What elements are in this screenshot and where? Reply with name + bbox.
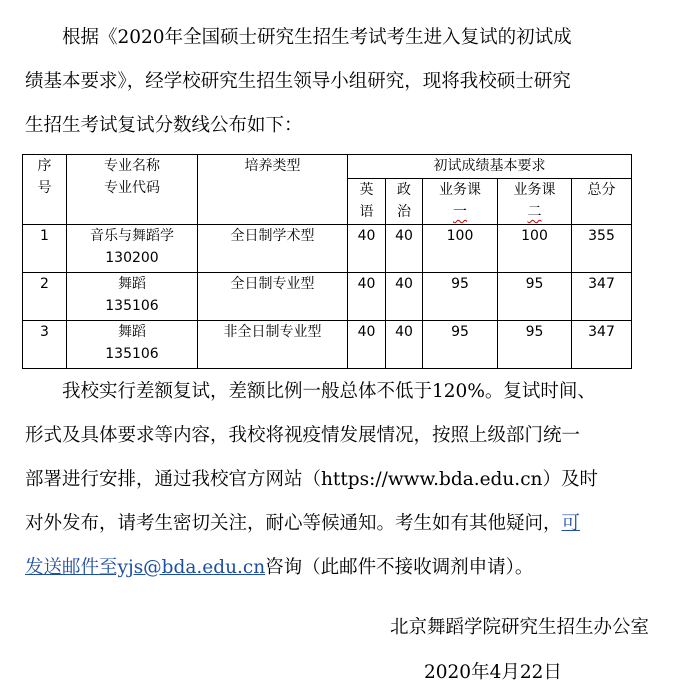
- intro-line-1: 根据《2020年全国硕士研究生招生考试考生进入复试的初试成: [62, 27, 572, 48]
- table-row: 2 舞蹈 135106 全日制专业型 40 40 95 95 347: [23, 273, 632, 321]
- notice-line-2: 形式及具体要求等内容，我校将视疫情发展情况，按照上级部门统一: [25, 425, 581, 446]
- table-row: 3 舞蹈 135106 非全日制专业型 40 40 95 95 347: [23, 321, 632, 369]
- header-type: 培养类型: [198, 155, 348, 225]
- header-major: 专业名称 专业代码: [67, 155, 198, 225]
- signature-date: 2020年4月22日: [424, 662, 562, 683]
- signature-office: 北京舞蹈学院研究生招生办公室: [389, 617, 649, 638]
- header-course-1: 业务课 一: [423, 179, 498, 225]
- email-link[interactable]: 可: [561, 513, 581, 534]
- notice-line-4: 对外发布，请考生密切关注，耐心等候通知。考生如有其他疑问，可: [25, 513, 581, 534]
- header-english: 英 语: [348, 179, 386, 225]
- intro-paragraph: [25, 16, 655, 148]
- notice-line-1: 我校实行差额复试，差额比例一般总体不低于120%。复试时间、: [62, 381, 596, 402]
- score-table: [22, 154, 632, 369]
- header-total: 总分: [572, 179, 632, 225]
- header-course-2: 业务课 二: [498, 179, 572, 225]
- header-seq: 序 号: [23, 155, 67, 225]
- header-requirements: 初试成绩基本要求: [348, 155, 632, 179]
- notice-line-3: 部署进行安排，通过我校官方网站（https://www.bda.edu.cn）及时: [25, 469, 598, 490]
- intro-line-3: 生招生考试复试分数线公布如下：: [25, 115, 303, 136]
- intro-line-2: 绩基本要求》，经学校研究生招生领导小组研究，现将我校硕士研究: [25, 71, 571, 92]
- notice-paragraph: [25, 370, 655, 590]
- header-politics: 政 治: [386, 179, 423, 225]
- email-link[interactable]: 发送邮件至yjs@bda.edu.cn: [25, 557, 266, 578]
- notice-line-5: 发送邮件至yjs@bda.edu.cn咨询（此邮件不接收调剂申请）。: [25, 557, 534, 578]
- table-row: 1 音乐与舞蹈学 130200 全日制学术型 40 40 100 100 355: [23, 225, 632, 273]
